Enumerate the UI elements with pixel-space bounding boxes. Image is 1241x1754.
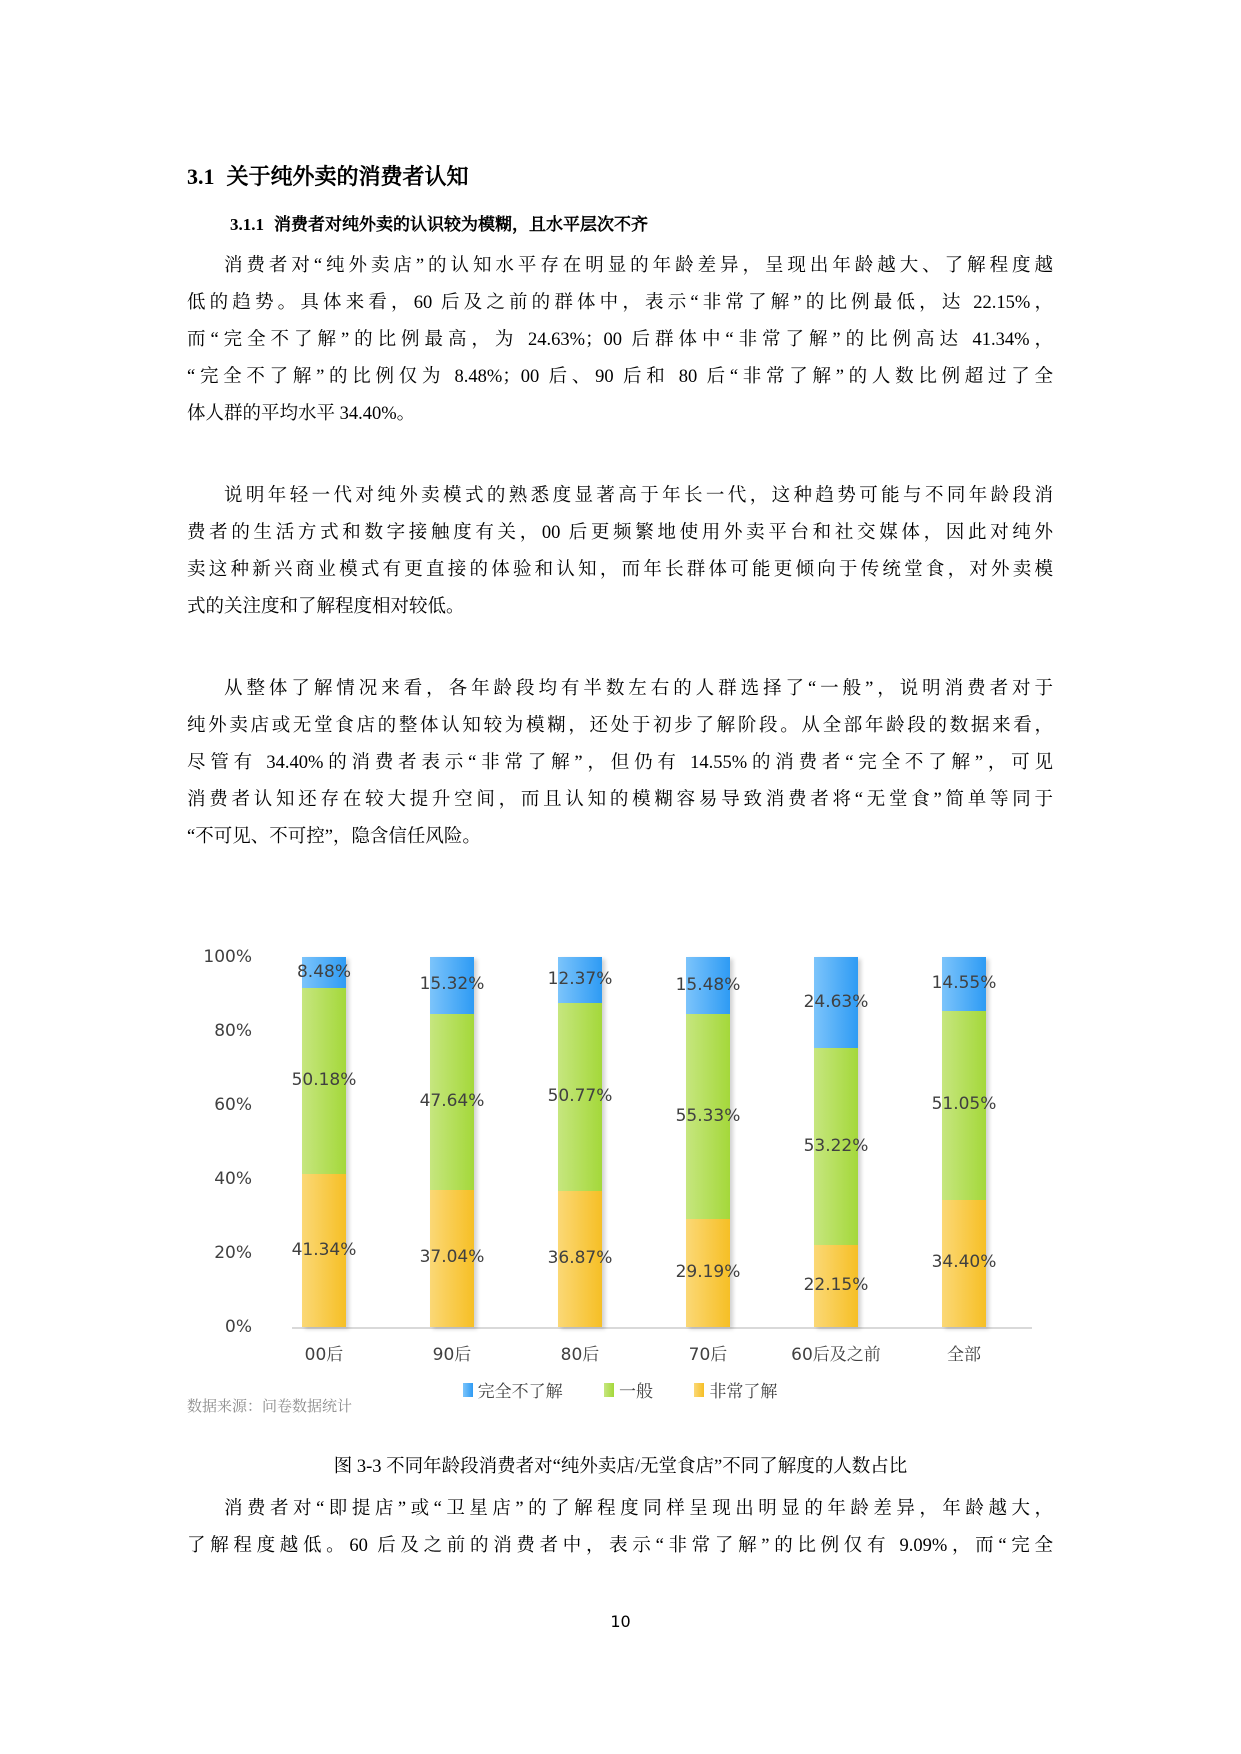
data-label: 55.33% bbox=[675, 1105, 741, 1126]
text-line: 低的趋势。具体来看，60 后及之前的群体中，表示“非常了解”的比例最低，达 22.15%， bbox=[187, 293, 1053, 313]
text-line: 费者的生活方式和数字接触度有关，00 后更频繁地使用外卖平台和社交媒体，因此对纯外 bbox=[187, 523, 1053, 543]
section-number: 3.1 bbox=[187, 164, 215, 189]
text-line: 了解程度越低。60 后及之前的消费者中，表示“非常了解”的比例仅有 9.09%，而“完全 bbox=[187, 1536, 1053, 1556]
data-label: 51.05% bbox=[931, 1094, 997, 1115]
text-line: 尽管有 34.40%的消费者表示“非常了解”，但仍有 14.55%的消费者“完全不了解”，可见 bbox=[187, 753, 1053, 773]
legend-label: 非常了解 bbox=[709, 1382, 778, 1402]
x-axis-line bbox=[292, 1327, 1032, 1329]
text-line: 消费者对“即提店”或“卫星店”的了解程度同样呈现出明显的年龄差异，年龄越大， bbox=[224, 1499, 1053, 1519]
y-tick-label: 0% bbox=[225, 1317, 252, 1337]
bar-2 bbox=[558, 957, 602, 1327]
data-label: 36.87% bbox=[547, 1247, 613, 1268]
x-tick-label: 全部 bbox=[947, 1345, 981, 1365]
page-number: 10 bbox=[610, 1612, 631, 1631]
data-label: 24.63% bbox=[803, 991, 869, 1012]
legend-label: 完全不了解 bbox=[477, 1382, 563, 1402]
stacked-bar-chart bbox=[190, 940, 1050, 1402]
text-line: 而“完全不了解”的比例最高，为 24.63%；00 后群体中“非常了解”的比例高达 41.34%， bbox=[187, 330, 1053, 350]
legend-item-very-aware bbox=[694, 1377, 777, 1402]
text-line: 式的关注度和了解程度相对较低。 bbox=[187, 597, 465, 617]
data-label: 47.64% bbox=[419, 1090, 485, 1111]
text-line: 从整体了解情况来看，各年龄段均有半数左右的人群选择了“一般”，说明消费者对于 bbox=[224, 679, 1053, 699]
x-tick-label: 80后 bbox=[560, 1345, 600, 1365]
section-heading bbox=[187, 160, 469, 191]
text-line: 说明年轻一代对纯外卖模式的熟悉度显著高于年长一代，这种趋势可能与不同年龄段消 bbox=[224, 486, 1053, 506]
paragraph-3 bbox=[187, 671, 1053, 856]
figure-caption: 图 3-3 不同年龄段消费者对“纯外卖店/无堂食店”不同了解度的人数占比 bbox=[333, 1457, 908, 1477]
paragraph-1 bbox=[187, 248, 1053, 433]
y-tick-label: 80% bbox=[214, 1021, 252, 1041]
data-label: 34.40% bbox=[931, 1252, 997, 1273]
text-line: “不可见、不可控”，隐含信任风险。 bbox=[187, 827, 481, 847]
y-tick-label: 100% bbox=[203, 947, 252, 967]
section-title: 关于纯外卖的消费者认知 bbox=[226, 164, 469, 189]
subsection-title: 消费者对纯外卖的认识较为模糊，且水平层次不齐 bbox=[274, 215, 648, 234]
data-label: 15.48% bbox=[675, 974, 741, 995]
legend-label: 一般 bbox=[619, 1382, 653, 1402]
data-source-note: 数据来源：问卷数据统计 bbox=[187, 1399, 353, 1415]
text-line: “完全不了解”的比例仅为 8.48%；00 后、90 后和 80 后“非常了解”的人数比例超过了全 bbox=[187, 367, 1053, 387]
data-label: 14.55% bbox=[931, 972, 997, 993]
data-label: 8.48% bbox=[296, 961, 351, 982]
x-tick-label: 00后 bbox=[304, 1345, 344, 1365]
data-label: 50.77% bbox=[547, 1085, 613, 1106]
text-line: 卖这种新兴商业模式有更直接的体验和认知，而年长群体可能更倾向于传统堂食，对外卖模 bbox=[187, 560, 1053, 580]
data-label: 53.22% bbox=[803, 1135, 869, 1156]
x-tick-label: 60后及之前 bbox=[791, 1345, 881, 1365]
legend-item-average bbox=[604, 1377, 653, 1402]
subsection-number: 3.1.1 bbox=[230, 215, 264, 234]
text-line: 消费者对“纯外卖店”的认知水平存在明显的年龄差异，呈现出年龄越大、了解程度越 bbox=[224, 256, 1053, 276]
data-label: 37.04% bbox=[419, 1247, 485, 1268]
y-tick-label: 60% bbox=[214, 1095, 252, 1115]
legend-swatch-green bbox=[604, 1383, 614, 1397]
paragraph-2 bbox=[187, 478, 1053, 626]
text-line: 纯外卖店或无堂食店的整体认知较为模糊，还处于初步了解阶段。从全部年龄段的数据来看， bbox=[187, 716, 1053, 736]
legend-item-unaware bbox=[463, 1377, 563, 1402]
data-label: 12.37% bbox=[547, 968, 613, 989]
paragraph-4 bbox=[187, 1491, 1053, 1565]
text-line: 体人群的平均水平 34.40%。 bbox=[187, 404, 416, 424]
data-label: 15.32% bbox=[419, 974, 485, 995]
x-tick-label: 70后 bbox=[688, 1345, 728, 1365]
data-label: 50.18% bbox=[291, 1070, 357, 1091]
subsection-heading bbox=[230, 210, 648, 235]
data-label: 22.15% bbox=[803, 1275, 869, 1296]
data-label: 29.19% bbox=[675, 1261, 741, 1282]
legend-swatch-blue bbox=[463, 1383, 473, 1397]
bar-0 bbox=[302, 957, 346, 1327]
text-line: 消费者认知还存在较大提升空间，而且认知的模糊容易导致消费者将“无堂食”简单等同于 bbox=[187, 790, 1053, 810]
y-tick-label: 40% bbox=[214, 1169, 252, 1189]
data-label: 41.34% bbox=[291, 1239, 357, 1260]
y-tick-label: 20% bbox=[214, 1243, 252, 1263]
legend-swatch-yellow bbox=[694, 1383, 704, 1397]
x-tick-label: 90后 bbox=[432, 1345, 472, 1365]
bar-1 bbox=[430, 957, 474, 1327]
